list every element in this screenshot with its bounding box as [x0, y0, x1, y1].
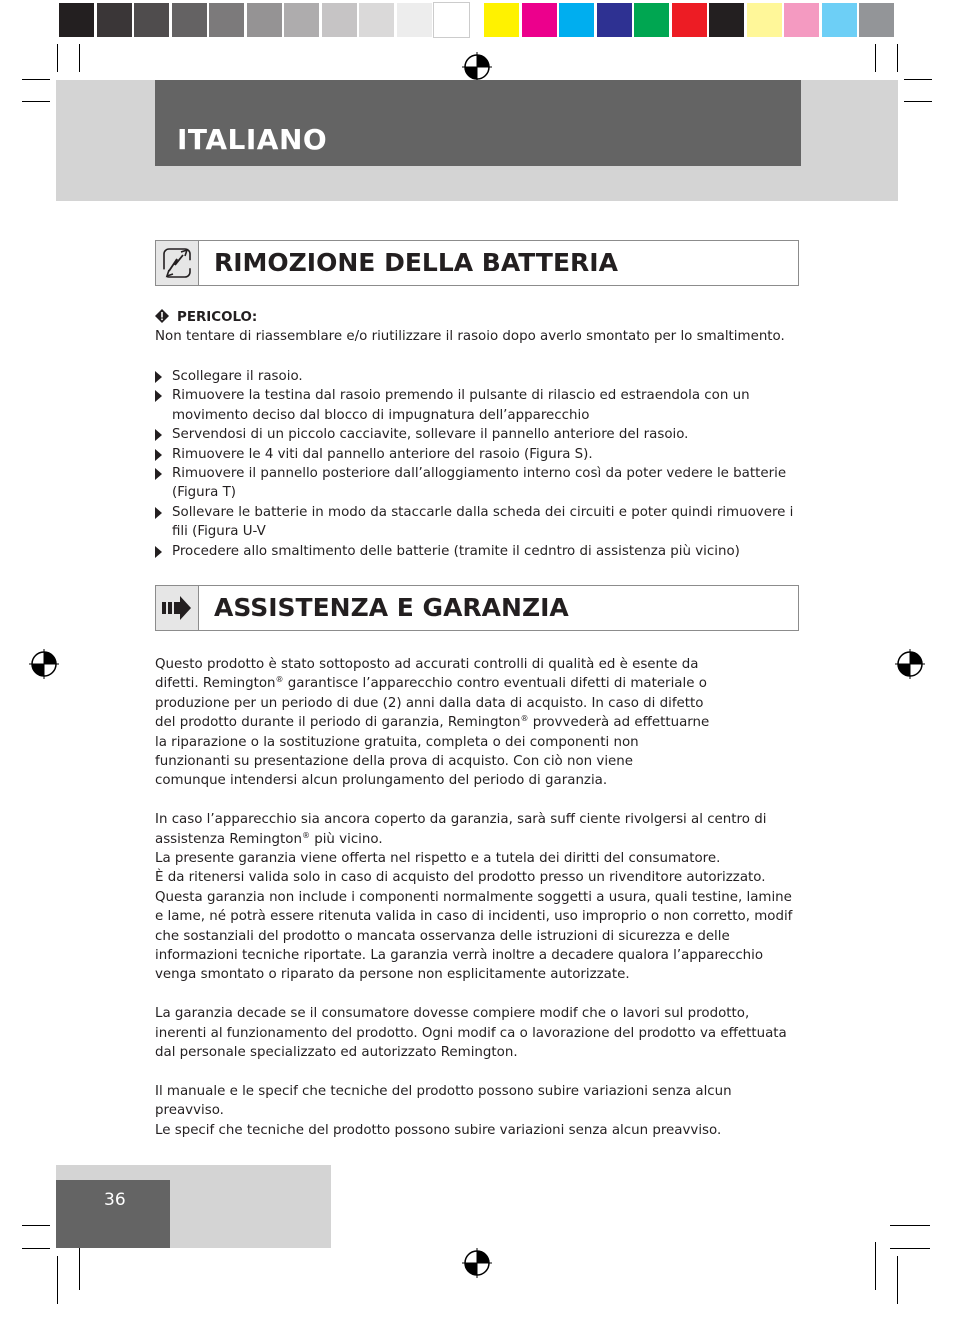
section-title: RIMOZIONE DELLA BATTERIA — [214, 248, 618, 277]
list-item: Rimuovere la testina dal rasoio premendo il pulsante di rilascio ed estraendola con un movimento deciso dal blocco di impugnatura dell’apparecchio — [155, 386, 795, 425]
color-swatch — [822, 3, 857, 37]
recycle-icon — [156, 241, 199, 285]
crop-mark — [22, 1225, 50, 1226]
warranty-paragraph-1: Questo prodotto è stato sottoposto ad accurati controlli di qualità ed è esente da difetti. Remington® garantisce l’apparecchio contro eventuali difetti di materiale o produzione per un periodo di due (2) anni dalla data di acquisto. In caso di difetto del prodotto durante il periodo di garanzia, Remington® provvederà ad effettuarne la riparazione o la sostituzione gratuita, completa o dei componenti non funzionanti su presentazione della prova di acquisto. Con ciò non viene comunque intendersi alcun prolungamento del periodo di garanzia. — [155, 657, 710, 789]
crop-mark — [22, 101, 50, 102]
color-swatch — [59, 3, 94, 37]
crop-mark — [875, 44, 876, 72]
color-swatch — [559, 3, 594, 37]
color-swatch — [784, 3, 819, 37]
bullet-triangle-icon — [155, 546, 162, 558]
crop-mark — [904, 79, 932, 80]
bullet-triangle-icon — [155, 507, 162, 519]
color-swatch — [134, 3, 169, 37]
color-swatch — [97, 3, 132, 37]
crop-mark — [890, 1248, 930, 1249]
list-item: Sollevare le batterie in modo da staccarle dalla scheda dei circuiti e poter quindi rimuovere i fili (Figura U-V — [155, 503, 795, 542]
color-swatch — [484, 3, 519, 37]
crop-mark — [57, 44, 58, 72]
list-item: Servendosi di un piccolo cacciavite, sollevare il pannello anteriore del rasoio. — [155, 425, 795, 444]
bullet-triangle-icon — [155, 429, 162, 441]
color-swatch — [172, 3, 207, 37]
color-swatch — [247, 3, 282, 37]
section-header-battery-removal — [155, 240, 799, 286]
bullet-triangle-icon — [155, 371, 162, 383]
bullet-triangle-icon — [155, 449, 162, 461]
page-number-box — [56, 1180, 170, 1248]
crop-mark — [897, 1256, 898, 1304]
crop-mark — [890, 1225, 930, 1226]
color-swatch — [709, 3, 744, 37]
crop-mark — [22, 1248, 50, 1249]
color-swatch — [597, 3, 632, 37]
removal-steps — [155, 367, 795, 561]
crop-mark — [79, 1242, 80, 1290]
crop-mark — [904, 101, 932, 102]
crop-mark — [897, 44, 898, 72]
warning-icon — [155, 309, 169, 323]
color-swatch — [359, 3, 394, 37]
section-header-service-warranty — [155, 585, 799, 631]
arrow-right-icon — [156, 586, 199, 630]
crop-mark — [57, 1256, 58, 1304]
color-swatch — [634, 3, 669, 37]
warranty-paragraph-3: La garanzia decade se il consumatore dovesse compiere modif che o lavori sul prodotto, inerenti al funzionamento del prodotto. Ogni modif ca o lavorazione del prodotto va effettuata dal personale specializzato ed autorizzato Remington. — [155, 1006, 787, 1061]
warranty-paragraph-2: In caso l’apparecchio sia ancora coperto da garanzia, sarà suff ciente rivolgersi al centro di assistenza Remington® più vicino. La presente garanzia viene offerta nel rispetto e a tutela dei diritti del consumatore. È da ritenersi valida solo in caso di acquisto del prodotto presso un rivenditore autorizzato. Questa garanzia non include i componenti normalmente soggetti a usura, quali testine, lamine e lame, né potrà essere ritenuta valida in caso di incidenti, uso improprio o non corretto, modif che sostanziali del prodotto o mancata osservanza delle istruzioni di sicurezza e delle informazioni tecniche riportate. La garanzia verrà inoltre a decadere qualora l’apparecchio venga smontato o riparato da persone non esplicitamente autorizzate. — [155, 812, 793, 983]
warning-text: Non tentare di riassemblare e/o riutilizzare il rasoio dopo averlo smontato per lo smaltimento. — [155, 329, 785, 345]
list-item: Procedere allo smaltimento delle batterie (tramite il cedntro di assistenza più vicino) — [155, 542, 795, 561]
crop-mark — [22, 79, 50, 80]
section-title: ASSISTENZA E GARANZIA — [214, 593, 569, 622]
bullet-triangle-icon — [155, 468, 162, 480]
registration-mark-icon — [895, 649, 925, 679]
warranty-paragraph-4: Il manuale e le specif che tecniche del prodotto possono subire variazioni senza alcun preavviso. Le specif che tecniche del prodotto possono subire variazioni senza alcun preavviso. — [155, 1083, 732, 1138]
language-title-bar — [155, 80, 801, 166]
color-swatch — [747, 3, 782, 37]
danger-warning — [155, 308, 795, 347]
crop-mark — [875, 1242, 876, 1290]
registration-mark-icon — [462, 1248, 492, 1278]
color-swatch — [209, 3, 244, 37]
registration-mark-icon — [462, 52, 492, 82]
warranty-text — [155, 655, 795, 1140]
list-item: Scollegare il rasoio. — [155, 367, 795, 386]
color-swatch — [522, 3, 557, 37]
list-item: Rimuovere il pannello posteriore dall’alloggiamento interno così da poter vedere le batterie (Figura T) — [155, 464, 795, 503]
color-swatch — [859, 3, 894, 37]
color-swatch — [322, 3, 357, 37]
bullet-triangle-icon — [155, 390, 162, 402]
crop-mark — [79, 44, 80, 72]
language-title: ITALIANO — [177, 123, 328, 156]
registration-mark-icon — [29, 649, 59, 679]
warning-label: PERICOLO: — [177, 310, 258, 325]
color-swatch — [672, 3, 707, 37]
color-swatch — [284, 3, 319, 37]
page-number: 36 — [104, 1190, 126, 1210]
printer-color-bar — [57, 0, 897, 40]
color-swatch — [434, 3, 469, 37]
list-item: Rimuovere le 4 viti dal pannello anteriore del rasoio (Figura S). — [155, 445, 795, 464]
color-swatch — [397, 3, 432, 37]
